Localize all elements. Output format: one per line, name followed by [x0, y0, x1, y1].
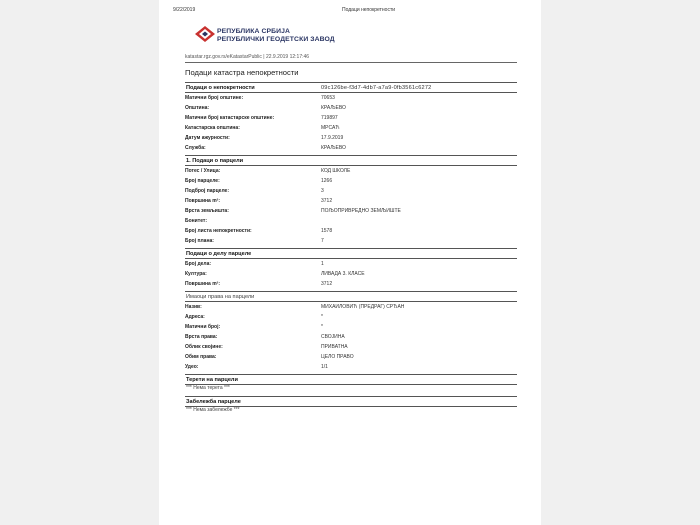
field-row — [185, 176, 517, 186]
part-section-header: Подаци о делу парцеле — [185, 248, 517, 259]
field-label: Служба: — [185, 145, 206, 151]
field-label: Површина m²: — [185, 281, 220, 287]
document-body — [185, 80, 517, 416]
property-id: 09c126be-f3d7-4db7-a7a9-0fb3561c6272 — [321, 84, 432, 91]
field-label: Општина: — [185, 105, 210, 111]
field-label: Број плана: — [185, 238, 214, 244]
print-date: 9/22/2019 — [173, 7, 196, 13]
field-value: 3 — [321, 188, 324, 194]
property-rows — [185, 93, 517, 153]
notes-note: *** Нема забележбе *** — [186, 407, 240, 413]
field-label: Површина m²: — [185, 198, 220, 204]
field-label: Матични број: — [185, 324, 221, 330]
field-label: Бонитет: — [185, 218, 208, 224]
field-value: 1266 — [321, 178, 333, 184]
field-row — [185, 113, 517, 123]
page-title: Подаци катастра непокретности — [185, 68, 299, 77]
property-heading: Подаци о непокретности — [186, 84, 255, 91]
field-label: Катастарска општина: — [185, 125, 240, 131]
field-label: Облик својине: — [185, 344, 223, 350]
field-label: Адреса: — [185, 314, 205, 320]
field-value: КОД ШКОЛЕ — [321, 168, 351, 174]
source-meta: katastar.rgz.gov.rs/eKatastarPublic | 22.9.2019 12:17:46 — [185, 54, 310, 60]
field-row — [185, 352, 517, 362]
part-rows — [185, 259, 517, 289]
field-value: КРАЉЕВО — [321, 105, 346, 111]
field-row — [185, 312, 517, 322]
field-label: Култура: — [185, 271, 207, 277]
field-label: Матични број општине: — [185, 95, 244, 101]
field-row — [185, 123, 517, 133]
field-row — [185, 259, 517, 269]
field-row — [185, 342, 517, 352]
field-row — [185, 362, 517, 372]
field-row — [185, 216, 517, 226]
field-label: Обим права: — [185, 354, 217, 360]
field-value: ПРИВАТНА — [321, 344, 348, 350]
holders-rows — [185, 302, 517, 372]
field-row — [185, 93, 517, 103]
field-value: МИХАИЛОВИЋ (ПРЕДРАГ) СРЂАН — [321, 304, 405, 310]
print-title: Подаци непокретности — [342, 7, 396, 13]
field-label: Потес / Улица: — [185, 168, 221, 174]
field-value: КРАЉЕВО — [321, 145, 346, 151]
field-value: ЦЕЛО ПРАВО — [321, 354, 354, 360]
field-value: 17.9.2019 — [321, 135, 344, 141]
notes-section-header: Забележба парцеле — [185, 396, 517, 407]
field-value: 1/1 — [321, 364, 328, 370]
field-row — [185, 332, 517, 342]
field-value: СВОЈИНА — [321, 334, 345, 340]
divider — [185, 62, 517, 63]
field-label: Матични број катастарске општине: — [185, 115, 275, 121]
field-label: Број листа непокретности: — [185, 228, 252, 234]
org-line-1: РЕПУБЛИКА СРБИЈА — [217, 28, 290, 35]
document-page — [159, 0, 541, 525]
property-section-header — [185, 82, 517, 93]
holders-section-header: Имаоци права на парцели — [185, 291, 517, 302]
field-row — [185, 269, 517, 279]
field-value: 3712 — [321, 281, 333, 287]
burdens-section-header: Терети на парцели — [185, 374, 517, 385]
field-label: Врста земљишта: — [185, 208, 229, 214]
field-label: Датум ажурности: — [185, 135, 230, 141]
field-row — [185, 196, 517, 206]
field-label: Удео: — [185, 364, 199, 370]
field-label: Број парцеле: — [185, 178, 220, 184]
parcel-rows — [185, 166, 517, 246]
field-value: 3712 — [321, 198, 333, 204]
field-label: Назив: — [185, 304, 202, 310]
field-value: * — [321, 324, 323, 330]
field-row — [185, 206, 517, 216]
field-row — [185, 166, 517, 176]
field-row — [185, 226, 517, 236]
parcel-section-header: 1. Подаци о парцели — [185, 155, 517, 166]
field-value: ПОЉОПРИВРЕДНО ЗЕМЉИШТЕ — [321, 208, 401, 214]
field-row — [185, 322, 517, 332]
rgz-logo-icon — [193, 24, 217, 44]
field-row — [185, 236, 517, 246]
field-value: 7 — [321, 238, 324, 244]
field-row — [185, 302, 517, 312]
field-value: 70653 — [321, 95, 335, 101]
field-row — [185, 133, 517, 143]
org-line-2: РЕПУБЛИЧКИ ГЕОДЕТСКИ ЗАВОД — [217, 36, 335, 43]
burdens-note: *** Нема терета *** — [186, 385, 230, 391]
field-row — [185, 103, 517, 113]
field-value: ЛИВАДА 3. КЛАСЕ — [321, 271, 365, 277]
field-row — [185, 186, 517, 196]
field-value: 719897 — [321, 115, 338, 121]
field-value: * — [321, 314, 323, 320]
field-row — [185, 143, 517, 153]
field-row — [185, 279, 517, 289]
field-value: 1 — [321, 261, 324, 267]
field-label: Врста права: — [185, 334, 218, 340]
field-value: 1578 — [321, 228, 333, 234]
field-label: Број дела: — [185, 261, 212, 267]
field-value: МРСАЋ — [321, 125, 340, 131]
field-label: Подброј парцеле: — [185, 188, 229, 194]
